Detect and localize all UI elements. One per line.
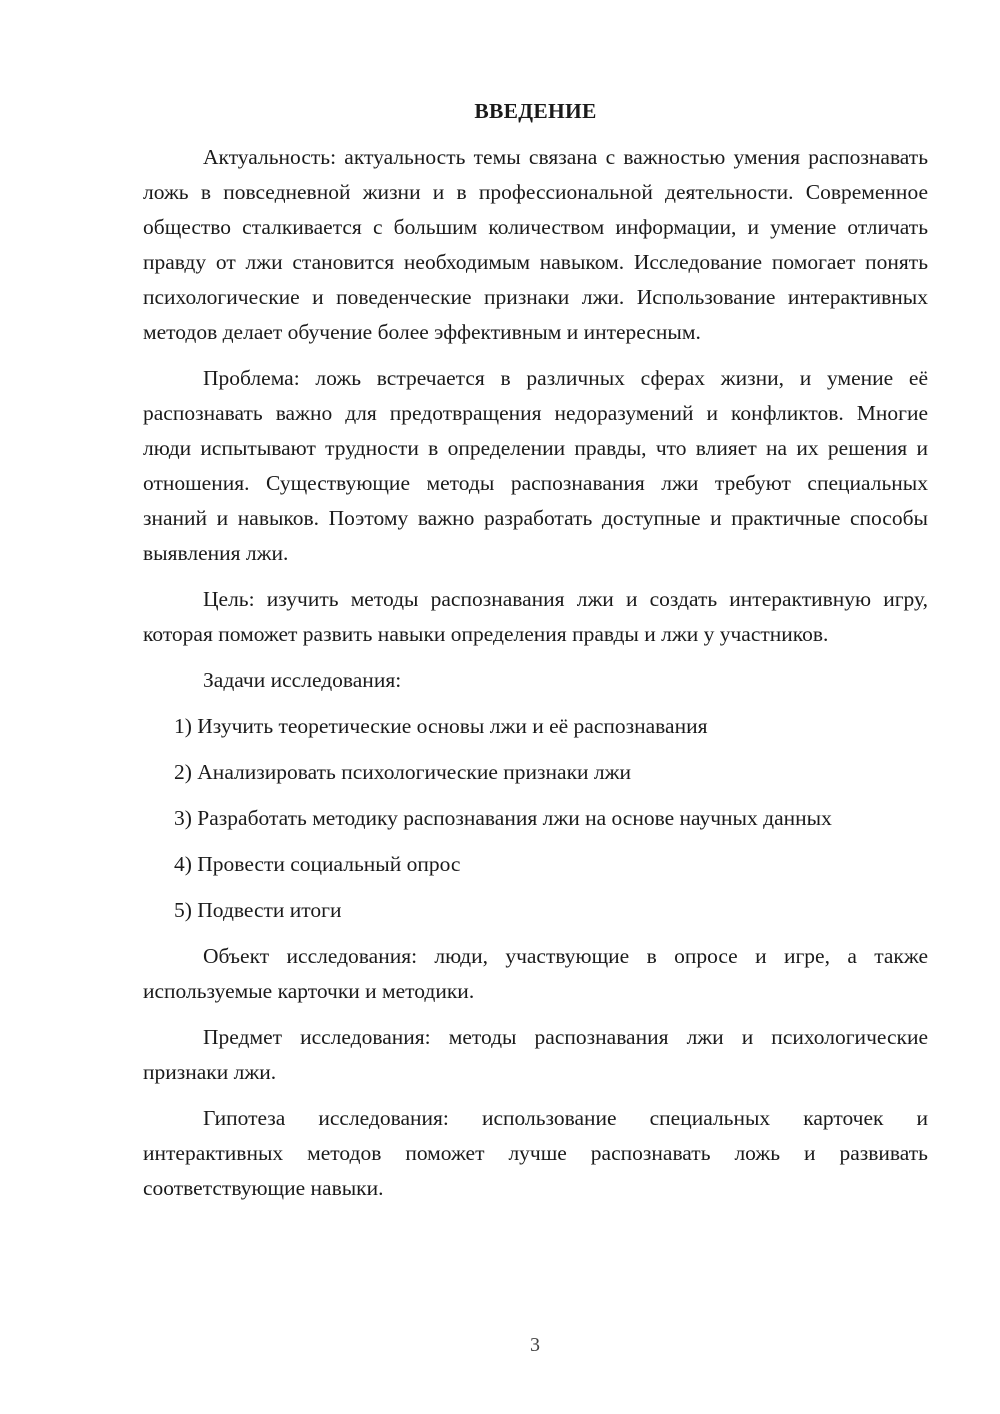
tasks-heading: Задачи исследования: (203, 668, 402, 692)
paragraph-problem: Проблема: ложь встречается в различных сферах жизни, и умение её распознавать важно для предотвращения недоразумений и конфликтов. Многие люди испытывают трудности в определении правды, что влияет на их решения и отношения. Существующие методы распознавания лжи требуют специальных знаний и навыков. Поэтому важно разработать доступные и практичные способы выявления лжи. (143, 366, 928, 565)
page-number: 3 (530, 1334, 540, 1356)
list-item-task-2: 2) Анализировать психологические признаки лжи (174, 760, 631, 784)
list-item-task-3: 3) Разработать методику распознавания лжи на основе научных данных (174, 806, 832, 830)
list-item-task-5: 5) Подвести итоги (174, 898, 342, 922)
paragraph-relevance: Актуальность: актуальность темы связана с важностью умения распознавать ложь в повседневной жизни и в профессиональной деятельности. Современное общество сталкивается с большим количеством информации, и умение отличать правду от лжи становится необходимым навыком. Исследование помогает понять психологические и поведенческие признаки лжи. Использование интерактивных методов делает обучение более эффективным и интересным. (143, 145, 928, 344)
list-item-task-4: 4) Провести социальный опрос (174, 852, 461, 876)
document-page (143, 96, 928, 1217)
list-item-task-1: 1) Изучить теоретические основы лжи и её распознавания (174, 714, 708, 738)
paragraph-hypothesis: Гипотеза исследования: использование специальных карточек и интерактивных методов поможет лучше распознавать ложь и развивать соответствующие навыки. (143, 1106, 928, 1200)
paragraph-object: Объект исследования: люди, участвующие в опросе и игре, а также используемые карточки и методики. (143, 944, 928, 1003)
paragraph-goal: Цель: изучить методы распознавания лжи и создать интерактивную игру, которая поможет развить навыки определения правды и лжи у участников. (143, 587, 928, 646)
paragraph-subject: Предмет исследования: методы распознавания лжи и психологические признаки лжи. (143, 1025, 928, 1084)
page-title: ВВЕДЕНИЕ (474, 99, 597, 123)
